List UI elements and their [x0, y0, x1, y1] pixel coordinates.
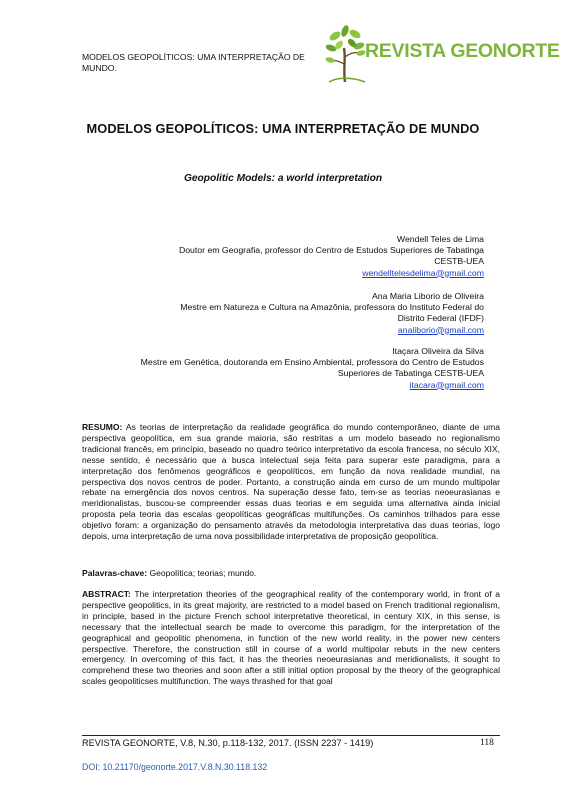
author-email-link[interactable]: analiborio@gmail.com — [397, 324, 484, 335]
resumo-paragraph — [82, 422, 500, 542]
author-name: Wendell Teles de Lima — [396, 234, 484, 244]
keywords-paragraph — [82, 568, 500, 579]
author-block — [84, 291, 484, 336]
author-block — [84, 234, 484, 279]
doi-link[interactable]: DOI: 10.21170/geonorte.2017.V.8.N.30.118.132 — [82, 762, 268, 772]
abstract-label: ABSTRACT: — [82, 589, 131, 599]
author-affiliation: Distrito Federal (IFDF) — [397, 313, 484, 324]
resumo-text: As teorias de interpretação da realidade geográfica do mundo contemporâneo, diante de uma perspectiva geopolítica, em sua grande maioria, são restritas a um modelo baseado no regionalismo tradicional francês, em princípio, baseado no quadro teórico interpretativo da escola francesa, no século XIX, nesse sentido, é necessário que a busca intelectual seja feita para superar este paradigma, para a interpretação dos fenômenos geográficos e geopolíticos, em função da nova realidade mundial, na perspectiva dos novos centros de poder. Portanto, a construção ainda em curso de um mundo multipolar rebate na emergência dos novos centros. Na superação desse fato, tem-se as teorias neoeurasianas e meridionalistas, buscou-se compreender essas duas teorias e em seguida uma alternativa ainda inicial proposta pela teoria das escalas geopolíticas geográficas multifunções. Os caminhos trilhados para esse objetivo foram: a organização do pensamento através da metodologia interpretativa das duas teorias, logo depois, uma interpretação de uma nova possibilidade interpretativa de proposição geopolítica. — [82, 422, 500, 542]
abstract-text: The interpretation theories of the geographical reality of the contemporary world, in front of a perspective geopolitics, in its great majority, are restricted to a model based on French traditional regionalism, in principle, based in the picture French school interpretative theoretical, in century XIX, in this sense, is necessary that the intellectual search be made to overcome this paradigm, for the interpretation of the geographical and geopolitic phenomena, in function of the new world reality, in the power new centers perspective. Therefore, the construction still in course of a world multipolar rebuts in the new centers emergency. In overcoming of this fact, it has the theories neoeurasianas and meridionalists, it sought to comprehend these two theories and soon after a still initial option proposal by the theory of the geographical scales geopoliticses multifunction. The ways thrashed for that goal — [82, 589, 500, 687]
author-name: Ana Maria Liborio de Oliveira — [371, 291, 484, 301]
author-affiliation: Mestre em Natureza e Cultura na Amazônia, professora do Instituto Federal do — [180, 302, 484, 313]
author-block — [84, 346, 484, 391]
author-affiliation: Superiores de Tabatinga CESTB-UEA — [337, 368, 484, 379]
footer-divider — [82, 735, 500, 736]
running-header: MODELOS GEOPOLÍTICOS: UMA INTERPRETAÇÃO DE MUNDO. — [82, 52, 305, 73]
keywords-text: Geopolítica; teorias; mundo. — [147, 568, 257, 578]
leaf-tree-icon — [325, 24, 369, 86]
author-affiliation: Doutor em Geografia, professor do Centro de Estudos Superiores de Tabatinga — [178, 245, 484, 256]
article-subtitle: Geopolitic Models: a world interpretation — [183, 173, 383, 184]
footer-citation: REVISTA GEONORTE, V.8, N.30, p.118-132, 2017. (ISSN 2237 - 1419) — [82, 738, 374, 748]
keywords-label: Palavras-chave: — [82, 568, 148, 578]
author-affiliation: Mestre em Genética, doutoranda em Ensino Ambiental, professora do Centro de Estudos — [140, 357, 484, 368]
page-number: 118 — [480, 738, 494, 748]
author-email-link[interactable]: itacara@gmail.com — [409, 379, 484, 390]
journal-logo — [325, 24, 560, 86]
resumo-label: RESUMO: — [82, 422, 123, 432]
journal-logo-text: REVISTA GEONORTE — [365, 40, 560, 62]
abstract-paragraph — [82, 589, 500, 687]
author-name: Itaçara Oliveira da Silva — [392, 346, 484, 356]
author-email-link[interactable]: wendelltelesdelima@gmail.com — [362, 267, 484, 278]
author-affiliation: CESTB-UEA — [434, 256, 484, 267]
article-title: MODELOS GEOPOLÍTICOS: UMA INTERPRETAÇÃO DE MUNDO — [86, 121, 480, 136]
